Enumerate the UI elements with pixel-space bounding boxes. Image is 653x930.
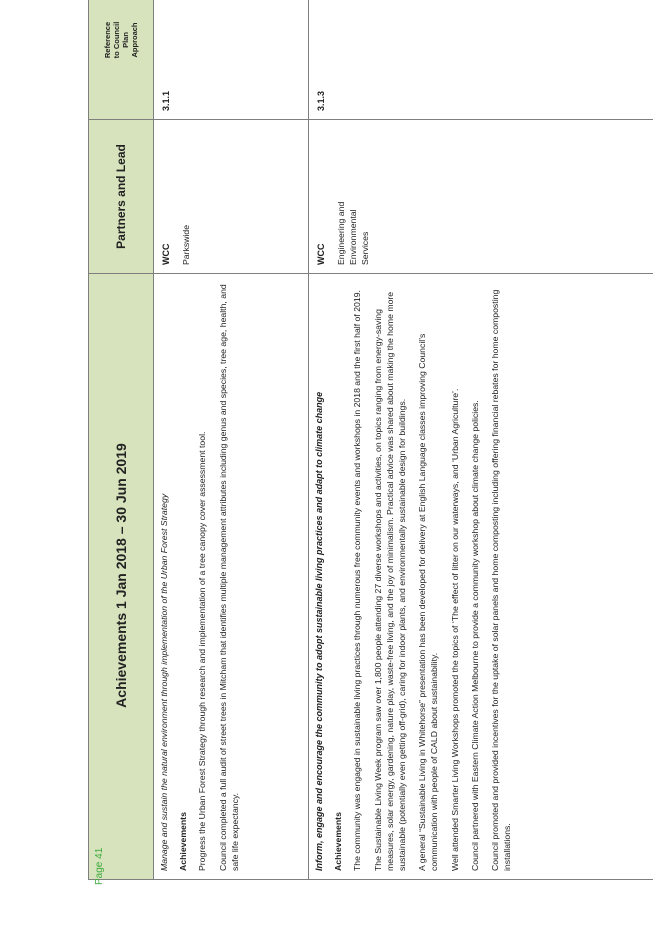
table-row [309,0,653,880]
partner-line: Engineering and [336,201,347,265]
table-row [154,0,309,880]
partner-line: Environmental [348,209,359,265]
achievement-paragraph: Council promoted and provided incentives for the uptake of solar panels and home composting including offering financial rebates for home composting installations. [490,289,513,871]
header-partners: Partners and Lead [89,120,154,274]
header-reference-line: Reference [103,21,112,59]
row-partners [154,120,309,274]
achievement-paragraph: A general “Sustainable Living in Whitehorse” presentation has been developed for delivery at English Language classes improving Council’s communication with people of CALD about sustainability. [417,333,440,871]
achievement-paragraph: Council partnered with Eastern Climate Action Melbourne to provide a community workshop about climate change policies. [469,400,480,871]
page-number: Page 41 [94,847,105,885]
achievements-table [88,0,653,880]
row-reference [154,0,309,120]
achievement-paragraph: Council completed a full audit of street trees in Mitcham that identifies multiple management attributes including genus and species, tree age, health, and safe life expectancy. [217,284,240,871]
lead-partner: WCC [316,243,326,265]
row-intro: Inform, engage and encourage the community to adopt sustainable living practices and adapt to climate change [314,391,324,871]
row-intro: Manage and sustain the natural environment through implementation of the Urban Forest Strategy [159,493,169,871]
lead-partner: WCC [161,243,171,265]
partner-line: Parkswide [181,224,192,265]
row-content [154,274,309,880]
partner-line: Services [360,231,371,265]
header-achievements: Achievements 1 Jan 2018 – 30 Jun 2019 [89,274,154,880]
reference-code: 3.1.1 [161,90,171,111]
achievements-label: Achievements [333,812,344,871]
achievement-paragraph: Progress the Urban Forest Strategy through research and implementation of a tree canopy cover assessment tool. [197,431,208,871]
header-reference-line: to Council [112,21,121,59]
achievement-paragraph: The Sustainable Living Week program saw over 1,800 people attending 27 diverse workshops and activities, on topics ranging from energy-saving measures, solar energy, gardening, nature play, waste-free living, and the joy of minimalism. Practical advice was shared about making the home more sustainable (potentially even getting off-grid), caring for indoor plants, and environmentally sustainable design for buildings. [372,291,408,871]
header-reference-line: Approach [130,22,139,58]
table-header-row [89,0,154,880]
row-partners [309,120,653,274]
reference-code: 3.1.3 [316,90,326,111]
header-reference [89,0,154,120]
rotated-page [88,10,651,880]
achievement-paragraph: Well attended Smarter Living Workshops promoted the topics of ‘The effect of litter on our waterways, and ‘Urban Agriculture’. [449,388,460,871]
row-content [309,274,653,880]
achievements-label: Achievements [178,812,189,871]
achievement-paragraph: The community was engaged in sustainable living practices through numerous free community events and workshops in 2018 and the first half of 2019. [352,290,363,871]
row-reference [309,0,653,120]
header-reference-line: Plan [121,32,130,48]
